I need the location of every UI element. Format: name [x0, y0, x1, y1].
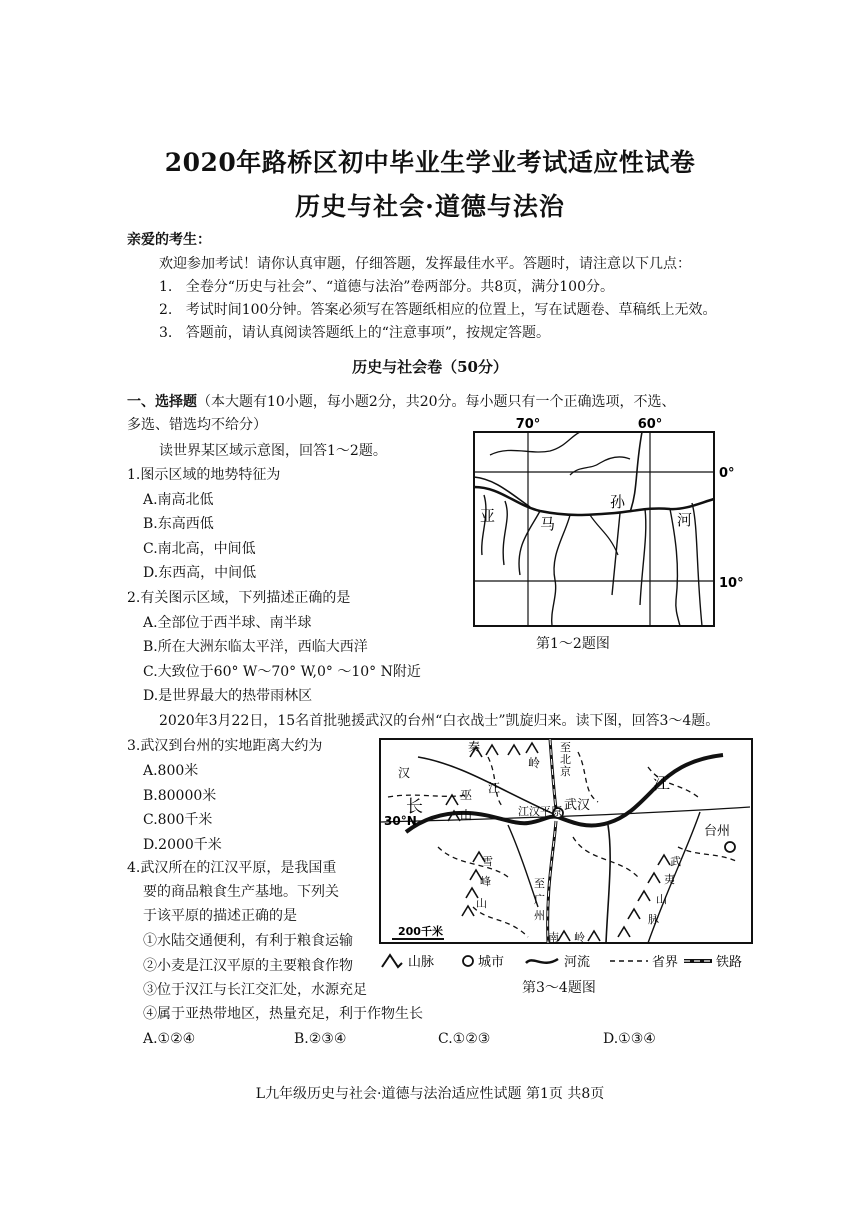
- map2-caption: 第3～4题图: [522, 980, 596, 996]
- notice-item-num: 3.: [159, 325, 173, 341]
- q2-stem: 2.有关图示区域，下列描述正确的是: [127, 590, 351, 606]
- q3-stem: 3.武汉到台州的实地距离大约为: [127, 738, 323, 754]
- q1-option-c: C.南北高，中间低: [143, 541, 256, 557]
- provincial-border: [388, 752, 738, 937]
- q4-stem-line-2: 要的商品粮食生产基地。下列关: [143, 884, 339, 900]
- q4-option-c: C.①②③: [438, 1031, 491, 1047]
- tributary: [519, 511, 540, 575]
- exam-subtitle: 历史与社会·道德与法治: [295, 192, 565, 221]
- q1-stem: 1.图示区域的地势特征为: [127, 467, 281, 483]
- q4-statement-3: ③位于汉江与长江交汇处，水源充足: [143, 982, 367, 998]
- q4-option-b: B.②③④: [294, 1031, 347, 1047]
- label-feng: 峰: [480, 875, 491, 888]
- notice-item-num: 2.: [159, 302, 173, 318]
- legend-river-icon: [526, 959, 558, 963]
- label-qin: 秦: [468, 740, 481, 754]
- river-char: 河: [677, 511, 693, 529]
- q4-stem-line-3: 于该平原的描述正确的是: [143, 908, 297, 924]
- notice-greeting: 亲爱的考生：: [127, 232, 211, 248]
- q1-option-b: B.东高西低: [143, 516, 214, 532]
- section-title: 历史与社会卷（50分）: [352, 358, 508, 376]
- q3-option-b: B.80000米: [143, 788, 217, 804]
- notice-item-1: [159, 277, 614, 297]
- q4-option-d: D.①③④: [603, 1031, 656, 1047]
- label-taizhou: 台州: [704, 824, 731, 839]
- city-taizhou-marker: [725, 842, 735, 852]
- label-ling: 岭: [528, 756, 541, 770]
- q4-statement-2: ②小麦是江汉平原的主要粮食作物: [143, 958, 353, 974]
- notice-item-text: 全卷分“历史与社会”、“道德与法治”卷两部分。共8页，满分100分。: [185, 279, 614, 295]
- lat-label-10: 10°: [719, 576, 744, 591]
- notice-intro: 欢迎参加考试！请你认真审题，仔细答题，发挥最佳水平。答题时，请注意以下几点：: [159, 256, 691, 272]
- notice-item-2: [159, 300, 716, 320]
- group1-intro: 读世界某区域示意图，回答1～2题。: [159, 443, 387, 459]
- label-wuhan: 武汉: [564, 798, 591, 813]
- river-char: 马: [540, 515, 556, 533]
- tributary: [692, 503, 702, 626]
- q4-option-a: A.①②④: [143, 1031, 196, 1047]
- river: [606, 825, 610, 943]
- label-chang: 长: [406, 797, 423, 817]
- river-char: 亚: [480, 507, 496, 525]
- label-wuyi-3: 山: [656, 893, 667, 906]
- label-30n: 30°N: [384, 814, 417, 828]
- amazon-map-graphic: [470, 415, 745, 630]
- part-label: 一、选择题: [127, 394, 197, 410]
- amazon-map: [470, 415, 745, 630]
- tributary: [590, 515, 618, 555]
- legend-mountain-icon: [382, 955, 402, 967]
- label-nan: 南: [548, 931, 559, 944]
- notice-item-num: 1.: [159, 279, 173, 295]
- label-han: 汉: [398, 766, 411, 780]
- q2-option-d: D.是世界最大的热带雨林区: [143, 688, 313, 704]
- lon-label-60: 60°: [637, 417, 663, 432]
- label-zhou: 州: [534, 909, 545, 922]
- label-jing: 京: [560, 765, 571, 778]
- lon-label-70: 70°: [515, 417, 541, 432]
- qinling-mountains: [470, 743, 538, 757]
- tributary-north: [490, 432, 580, 455]
- label-shan: 山: [476, 897, 487, 910]
- wushan-mountains: [446, 795, 460, 821]
- notice-item-3: [159, 323, 550, 343]
- notice-item-text: 答题前，请认真阅读答题纸上的“注意事项”，按规定答题。: [185, 325, 551, 341]
- label-wu1: 巫: [460, 788, 473, 802]
- label-wu2: 山: [460, 808, 473, 822]
- legend-railway: 铁路: [716, 955, 743, 970]
- label-jiang-small: 江: [488, 781, 501, 795]
- q3-option-a: A.800米: [143, 763, 199, 779]
- label-xue: 雪: [482, 855, 493, 868]
- q1-option-d: D.东西高，中间低: [143, 565, 257, 581]
- part-desc-1: （本大题有10小题，每小题2分，共20分。每小题只有一个正确选项，不选、: [197, 394, 676, 410]
- label-jiang: 江: [653, 774, 670, 794]
- q2-option-a: A.全部位于西半球、南半球: [143, 615, 312, 631]
- q4-statement-4: ④属于亚热带地区，热量充足，利于作物生长: [143, 1006, 423, 1022]
- tributary: [503, 501, 507, 565]
- legend-river: 河流: [564, 955, 591, 970]
- exam-title: 2020年路桥区初中毕业生学业考试适应性试卷: [164, 148, 696, 177]
- part-desc-2: 多选、错选均不给分）: [127, 417, 267, 433]
- label-ling2: 岭: [574, 931, 585, 944]
- wuhan-taizhou-map: [378, 737, 756, 977]
- label-wuyi-1: 武: [670, 855, 681, 868]
- q2-option-b: B.所在大洲东临太平洋，西临大西洋: [143, 639, 368, 655]
- tributary: [474, 477, 530, 507]
- label-zhi-guangzhou: 至: [534, 877, 545, 890]
- river-char: 孙: [610, 493, 626, 511]
- q3-option-d: D.2000千米: [143, 837, 222, 853]
- part-description: [127, 392, 676, 412]
- wuhan-map-graphic: [378, 737, 756, 977]
- legend-mountain: 山脉: [408, 955, 435, 970]
- tributary: [640, 509, 646, 605]
- map-legend: [382, 954, 742, 970]
- notice-item-text: 考试时间100分钟。答案必须写在答题纸相应的位置上，写在试题卷、草稿纸上无效。: [185, 302, 717, 318]
- label-jianghan: 江汉平原: [518, 805, 562, 818]
- q1-option-a: A.南高北低: [143, 492, 214, 508]
- page-footer: L九年级历史与社会·道德与法治适应性试题 第1页 共8页: [255, 1086, 605, 1102]
- label-wuyi-4: 脉: [648, 913, 659, 926]
- map-frame: [474, 432, 714, 626]
- lat-label-0: 0°: [719, 466, 735, 481]
- legend-border: 省界: [652, 955, 679, 970]
- q4-statement-1: ①水陆交通便利，有利于粮食运输: [143, 933, 353, 949]
- q2-option-c: C.大致位于60° W～70° W,0° ～10° N附近: [143, 664, 421, 680]
- tributary: [612, 513, 620, 595]
- label-zhi-beijing: 至: [560, 741, 571, 754]
- label-wuyi-2: 夷: [664, 873, 675, 886]
- group2-intro: 2020年3月22日，15名首批驰援武汉的台州“白衣战士”凯旋归来。读下图，回答3～4题。: [159, 713, 720, 729]
- legend-city-icon: [463, 956, 473, 966]
- q4-stem-line-1: 4.武汉所在的江汉平原，是我国重: [127, 860, 337, 876]
- map-scale-label: 200千米: [398, 925, 443, 938]
- q3-option-c: C.800千米: [143, 812, 213, 828]
- label-guang: 广: [534, 893, 545, 906]
- map1-caption: 第1～2题图: [536, 636, 610, 652]
- tributary: [482, 495, 486, 555]
- label-bei: 北: [560, 753, 571, 766]
- legend-city: 城市: [478, 955, 505, 970]
